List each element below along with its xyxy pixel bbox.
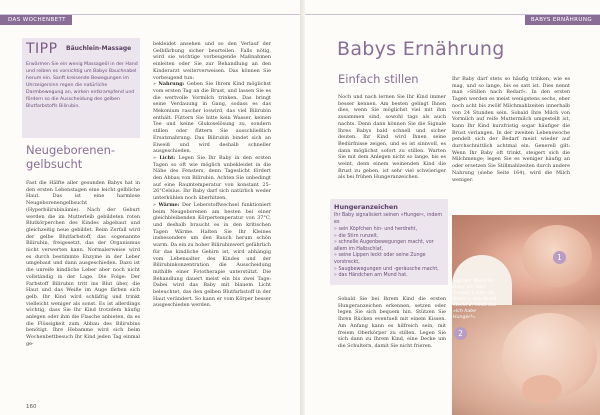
baby-hand-shape — [522, 375, 562, 403]
chapter-tag-right: BABYS ERNÄHRUNG — [525, 15, 600, 25]
waerme-label: Wärme: — [158, 201, 180, 208]
right-column-1-continued: Sobald Sie bei Ihrem Kind die ersten Hungeranzeichen erkennen, setzen oder legen Sie sich bequem hin. Stützen Sie Ihren Rücken eventuell mit einem Kissen. Am Anfang kann es hilfreich sein, mit freiem Oberkörper zu stillen. Legen Sie sich dann zu Ihrem Kind, eine Decke um die Schultern, damit Sie nicht frieren. — [338, 296, 446, 349]
left-column-1-text: Fast die Hälfte aller gesunden Babys hat in den ersten Lebenstagen eine leicht gelbliche Haut. Das ist eine harmlose Neugeborenengelbsucht (Hyperbilirubinämie). Nach der Geburt werden die im Mutterleib gebildeten roten Blutkörperchen des Kindes abgebaut und gleichzeitig neue gebildet. Beim Zerfall wird der gelbe Blutfarbstoff, das sogenannte Bilirubin, freigesetzt, das der Organismus nicht verwerten kann. Normalerweise wird es durch bestimmte Enzyme in der Leber umgebaut und dann ausgeschieden. Dazu ist die unreife kindliche Leber aber noch nicht vollständig in der Lage. Die Folge: Der Farbstoff Bilirubin tritt ins Blut über, die Haut und das Weiße im Auge färben sich gelb. Ihr Kind wird schläfrig und trinkt vielleicht weniger als sonst. Es ist allerdings wichtig, dass Sie Ihr Kind trotzdem häufig anlegen oder ihm die Flasche anbieten, da es die Flüssigkeit zum Abbau des Bilirubins benötigt. Ihre Hebamme wird sich beim Wochenbettbesuch Ihr Kind jeden Tag einmal ge- — [26, 180, 140, 347]
tip-title: Bäuchlein-Massage — [66, 45, 132, 52]
hunger-intro: Ihr Baby signalisiert seinen »Hunger«, indem es — [334, 213, 443, 225]
hunger-title: Hungeranzeichen — [334, 203, 398, 211]
tip-body: Erwärmen Sie ein wenig Massageöl in der Hand und reiben es vorsichtig um Babys Bauchnabel herum ein. Sanft kreisende Bewegungen im Uhrzeigersinn regen die natürliche Darmbewegung an, wirken entkrampfend und fördern so die Ausscheidung des gelben Blutfarbstoffs Bilirubin. — [26, 62, 138, 109]
list-item: » seine Lippen leckt oder seine Zunge vorstreckt, — [334, 253, 446, 266]
licht-text: Legen Sie Ihr Baby in den ersten Tagen so oft wie möglich unbekleidet in die Nähe des Fensters, denn Tageslicht fördert den Abbau von Bilirubin. Achten Sie unbedingt auf eine Raumtemperatur von konstant 25–26°Celsius. Ihr Baby darf sich natürlich weder unterkühlen noch überhitzen. — [153, 154, 271, 202]
list-item: » die Stirn runzelt, — [334, 234, 446, 241]
hunger-list — [334, 227, 446, 280]
photo-caption: Signale: Wenn Ihr Baby die Stirn runzelt 1 oder die Hand in den Mund steckt 2, heißt das »Ich habe Hunger!«. — [453, 279, 497, 320]
baby-photo-2 — [452, 305, 600, 415]
licht-label: Licht: — [159, 154, 176, 161]
list-item: » sein Köpfchen hin- und herdreht, — [334, 227, 446, 234]
section-heading-jaundice — [26, 143, 136, 171]
tip-label: TIPP — [26, 41, 58, 57]
section-subtitle: Einfach stillen — [338, 72, 419, 86]
list-item: » Saugbewegungen und -geräusche macht, — [334, 267, 446, 274]
list-item: » schnelle Augenbewegungen macht, vor allem im Halbschlaf, — [334, 240, 446, 253]
page-number: 160 — [26, 404, 37, 410]
nahrung-label: Nahrung: — [158, 81, 185, 88]
waerme-text: Der Leberstoffwechsel funktioniert beim Neugeborenen am besten bei einer gleichbleibenden Körpertemperatur von 37°C, und deshalb braucht es in den kritischen Tagen Wärme. Halten Sie Ihr Kleines insbesondere um den Bauch herum schön warm. Da ein zu hoher Bilirubinwert gefährlich für das kindliche Gehirn ist, wird abhängig vom Lebensalter des Kindes und der Bilirubinkonzentration die Ausscheidung mithilfe einer Fototherapie unterstützt. Die Behandlung dauert meist ein bis zwei Tage: Dabei wird das Baby mit blauem Licht beleuchtet, das den gelben Blutfarbstoff in der Haut verändert. So kann er vom Körper besser ausgeschieden werden. — [153, 201, 271, 309]
heading-line-2: gelbsucht — [26, 157, 83, 171]
book-gutter — [300, 0, 305, 415]
nahrung-text: Geben Sie Ihrem Kind möglichst vom ersten Tag an die Brust, und lassen Sie es die wertvolle Vormilch trinken. Das bringt seine Verdauung in Gang, sodass es das Mekonium rascher loswird, das viel Bilirubin enthält. Füttern Sie bitte kein Wasser, keinen Tee und keine Glukoselösung zu, sondern stillen oder füttern Sie ausschließlich Ersatznahrung. Das Bilirubin bindet sich an Eiweiß und wird deshalb schneller ausgeschieden. — [153, 81, 271, 155]
list-item: » das Händchen am Mund hat. — [334, 273, 446, 280]
heading-line-1: Neugeborenen- — [26, 143, 116, 157]
photo-badge-2: 2 — [454, 327, 467, 340]
page-title: Babys Ernährung — [337, 38, 505, 60]
right-column-2-text: Ihr Baby darf stets so häufig trinken, wie es mag, und so lange, bis es satt ist. Dies nennt man »Stillen nach Bedarf«. In den ersten Tagen werden es meist wenigstens sechs, eher noch acht bis zwölf Milchmahlzeiten innerhalb von 24 Stunden sein. Sobald Ihre Milch von Vormilch auf reife Muttermilch umgestellt ist, kann Ihr Kind kurzfristig sogar häufiger die Brust verlangen. In der zweiten Lebenswoche pendelt sich der Bedarf meist wieder auf durchschnittlich achtmal ein. Generell gilt: Wenn Ihr Baby oft trinkt, steigert sich die Milchmenge; legen Sie es weniger häufig an oder ersetzen Sie Stillmahlzeiten durch andere Nahrung (siehe Seite 164), wird die Milch weniger. — [452, 76, 570, 183]
col2-intro: bekleidet ansehen und so den Verlauf der Gelbfärbung sicher beurteilen. Falls nötig, wird sie wichtige vorbeugende Maßnahmen einleiten oder Sie zur Behandlung an den Kinderarzt weiterverweisen. Das können Sie vorbeugend tun: — [153, 41, 271, 81]
right-column-1-text: Noch und nach lernen Sie Ihr Kind immer besser kennen. Am besten gelingt Ihnen dies, wenn Sie möglichst viel mit ihm zusammen sind, sowohl tags als auch nachts. Denn dann können Sie die Signale Ihres Babys bald schnell und sicher deuten. Ihr Kind wird Ihnen seine Bedürfnisse zeigen, und es ist sinnvoll, es dann möglichst sofort zu stillen. Warten Sie mit dem Anlegen nicht so lange, bis es weint, denn einem weinenden Kind die Brust zu geben, ist sehr viel schwieriger als bei frühen Hungeranzeichen. — [338, 94, 446, 181]
left-column-2-text: bekleidet ansehen und so den Verlauf der Gelbfärbung sicher beurteilen. Falls nötig, wird sie wichtige vorbeugende Maßnahmen einleiten oder Sie zur Behandlung an den Kinderarzt weiterverweisen. Das können Sie vorbeugend tun: » Nahrung: Geben Sie Ihrem Kind möglichst vom ersten Tag an die Brust, und lassen Sie es die wertvolle Vormilch trinken. Das bringt seine Verdauung in Gang, sodass es das Mekonium rascher loswird, das viel Bilirubin enthält. Füttern Sie bitte kein Wasser, keinen Tee und keine Glukoselösung zu, sondern stillen oder füttern Sie ausschließlich Ersatznahrung. Das Bilirubin bindet sich an Eiweiß und wird deshalb schneller ausgeschieden. » Licht: Legen Sie Ihr Baby in den ersten Tagen so oft wie möglich unbekleidet in die Nähe des Fensters, denn Tageslicht fördert den Abbau von Bilirubin. Achten Sie unbedingt auf eine Raumtemperatur von konstant 25–26°Celsius. Ihr Baby darf sich natürlich weder unterkühlen noch überhitzen. » Wärme: Der Leberstoffwechsel funktioniert beim Neugeborenen am besten bei einer gleichbleibenden Körpertemperatur von 37°C, und deshalb braucht es in den kritischen Tagen Wärme. Halten Sie Ihr Kleines insbesondere um den Bauch herum schön warm. Da ein zu hoher Bilirubinwert gefährlich für das kindliche Gehirn ist, wird abhängig vom Lebensalter des Kindes und der Bilirubinkonzentration die Ausscheidung mithilfe einer Fototherapie unterstützt. Die Behandlung dauert meist ein bis zwei Tage: Dabei wird das Baby mit blauem Licht beleuchtet, das den gelben Blutfarbstoff in der Haut verändert. So kann er vom Körper besser ausgeschieden werden. — [153, 41, 271, 309]
chapter-tag-left: DAS WOCHENBETT — [0, 15, 72, 25]
photo-badge-1: 1 — [553, 251, 566, 264]
